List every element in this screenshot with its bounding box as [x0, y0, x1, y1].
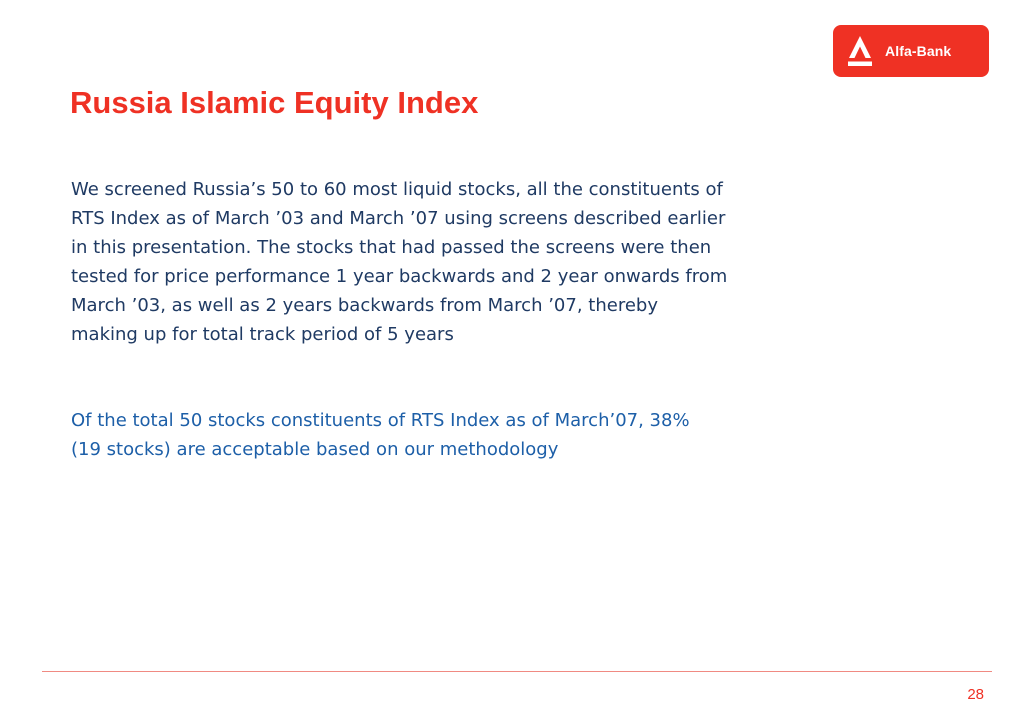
methodology-paragraph: We screened Russia’s 50 to 60 most liquid stocks, all the constituents of RTS Index as of March ’03 and March ’07 using screens described earlier in this presentation. The stocks that had passed the screens were then tested for price performance 1 year backwards and 2 year onwards from March ’03, as well as 2 years backwards from March ’07, thereby making up for total track period of 5 years — [71, 179, 728, 345]
alfa-bank-logo — [833, 25, 989, 77]
result-paragraph: Of the total 50 stocks constituents of RTS Index as of March’07, 38% (19 stocks) are acceptable based on our methodology — [71, 410, 690, 460]
logo-text: Alfa-Bank — [885, 43, 952, 59]
page-number: 28 — [967, 686, 984, 703]
slide-title: Russia Islamic Equity Index — [70, 85, 479, 120]
alfa-bank-a-icon — [846, 35, 874, 67]
footer-divider — [42, 671, 992, 672]
